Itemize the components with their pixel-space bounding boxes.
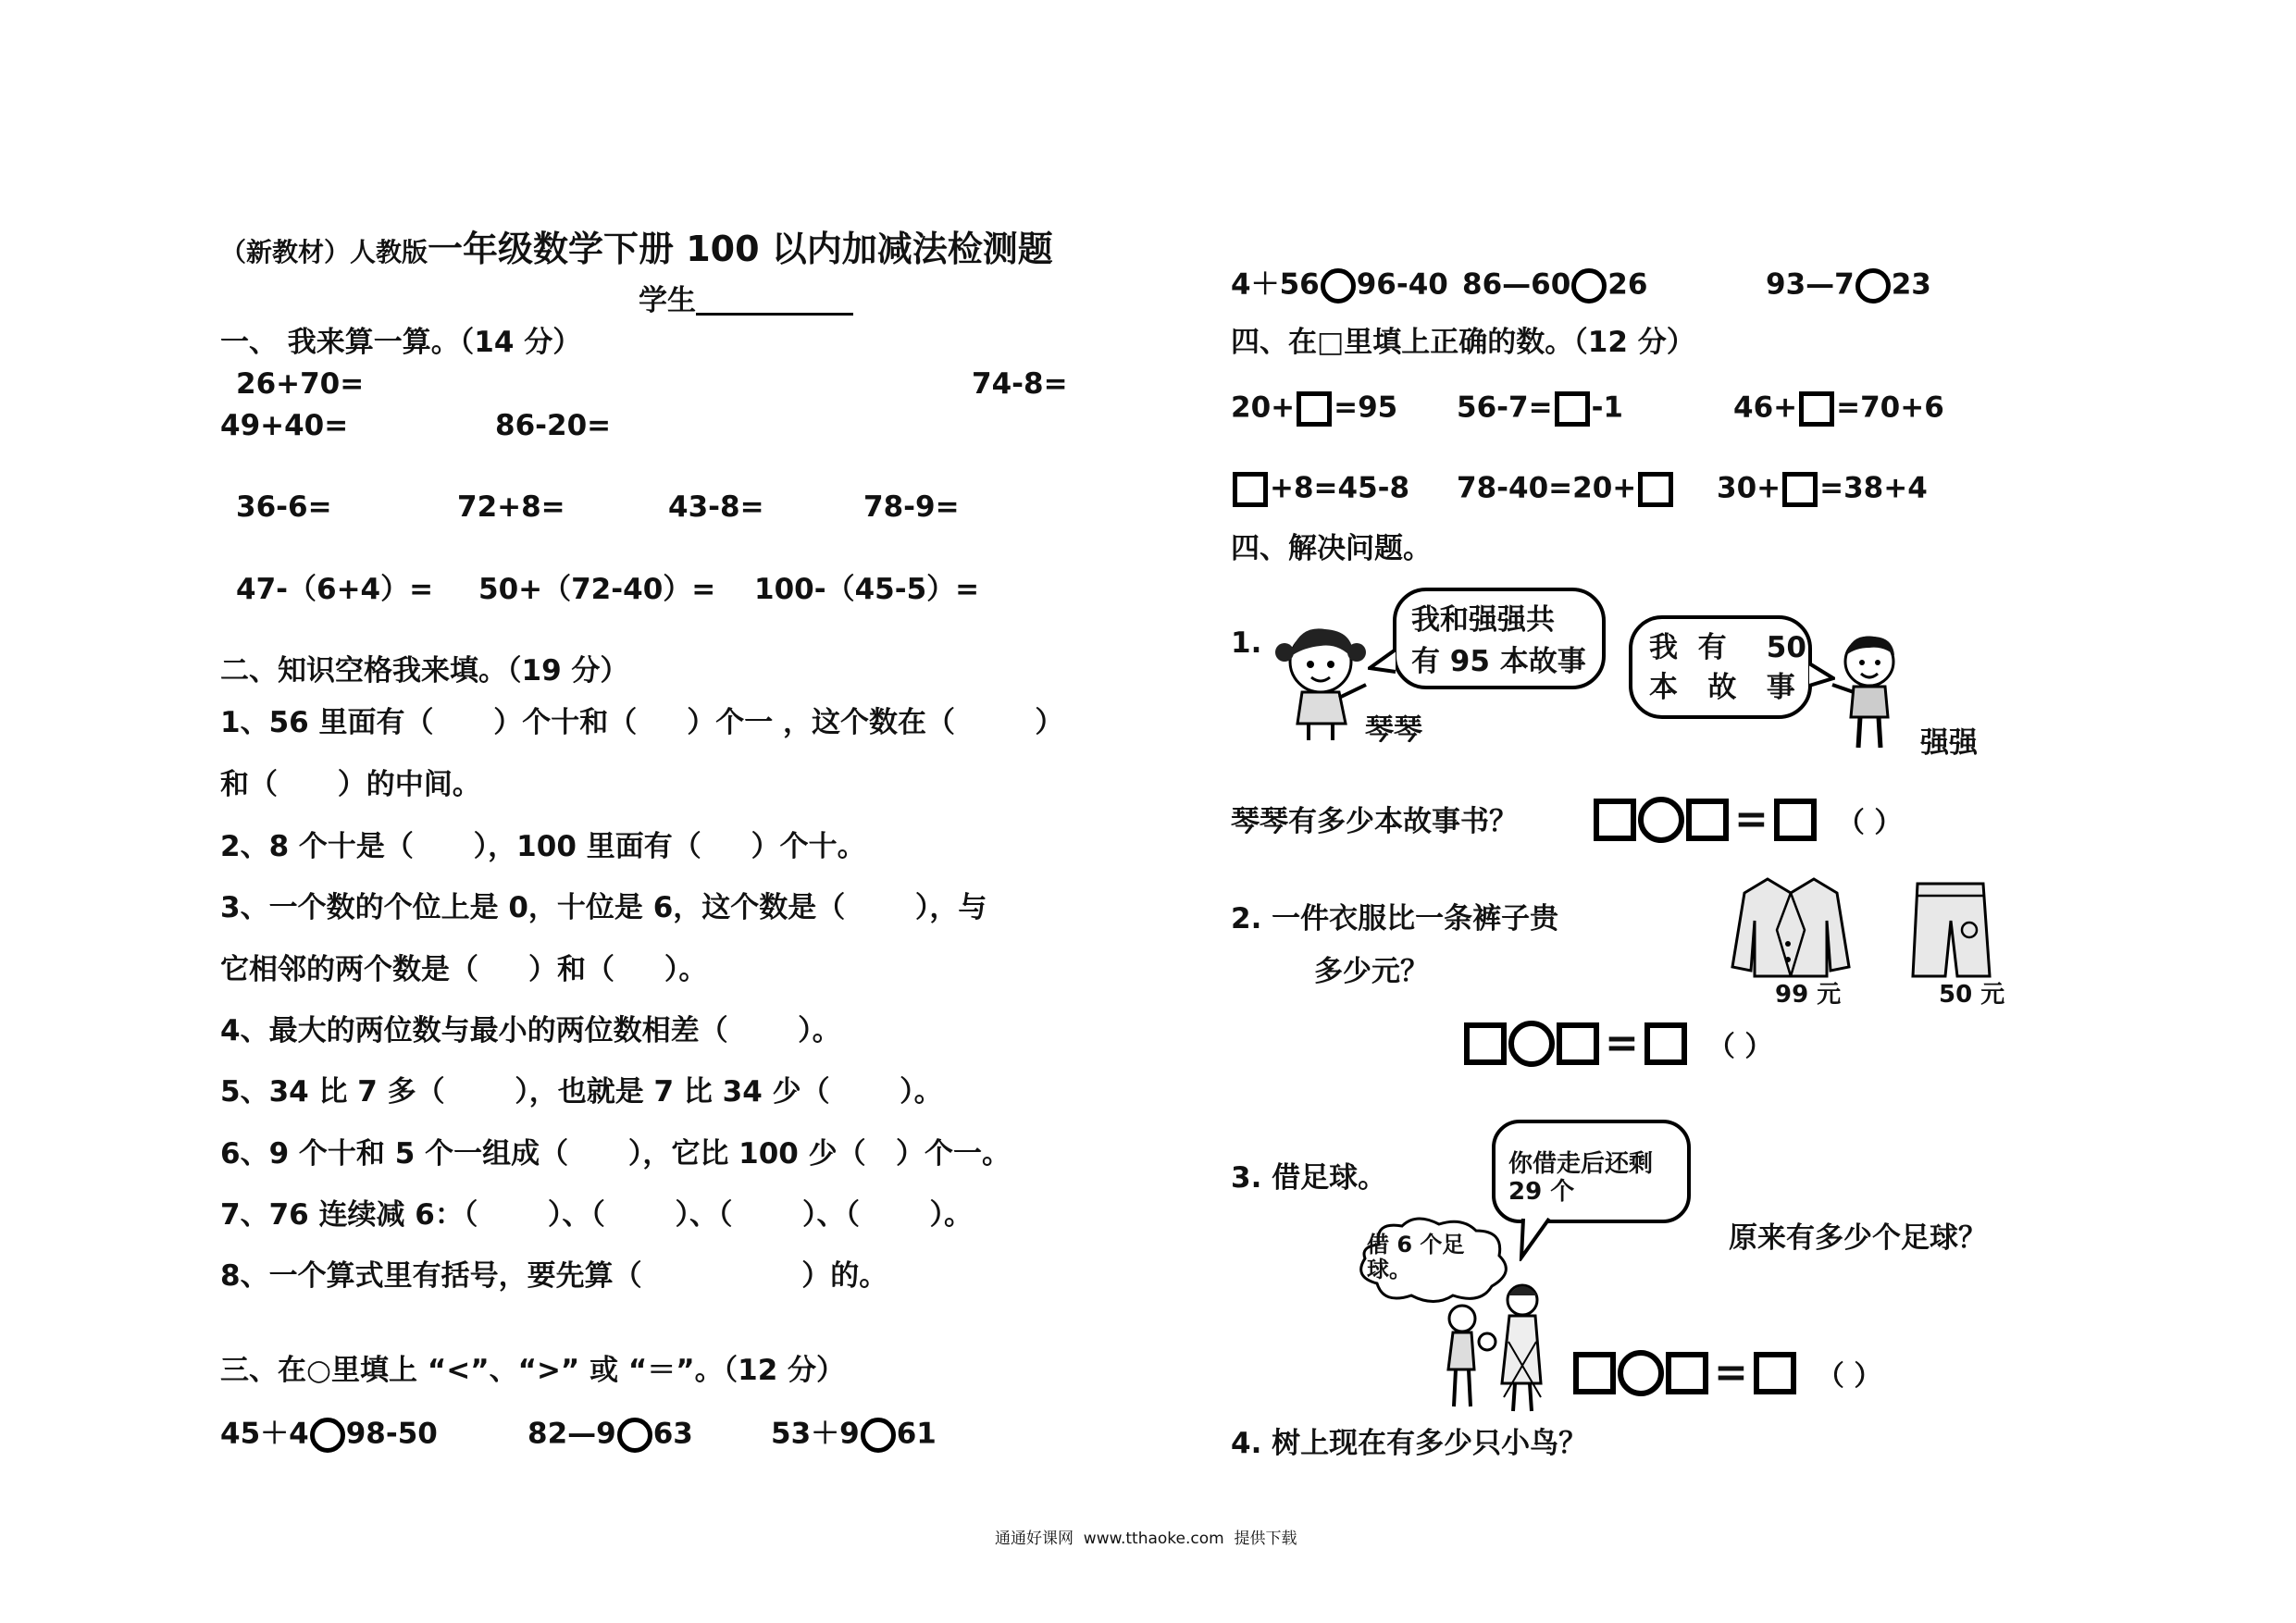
calc-item: 74-8= [972,367,1068,401]
boy-name: 强强 [1920,726,1978,760]
compare-circle[interactable] [1571,268,1607,304]
answer-box[interactable] [1686,799,1729,841]
q3-question: 原来有多少个足球？ [1729,1221,1987,1255]
calc-item: 78-9= [863,490,960,524]
bubble-text: 我和强强共 [1411,603,1555,637]
fill-box-item: +8=45-8 [1231,472,1409,507]
boy-illustration [1828,629,1911,754]
answer-box[interactable] [1666,1352,1708,1394]
fill-line: 1、56 里面有（ ）个十和（ ）个一 ，这个数在（ ） [220,706,1064,739]
compare-item: 93—7 23 [1766,268,1931,304]
document-title [220,220,1053,271]
fill-line: 它相邻的两个数是（ ）和（ ）。 [220,953,708,986]
girl-illustration [1270,620,1381,745]
operator-circle[interactable] [1638,797,1684,843]
answer-box[interactable] [1774,799,1817,841]
title-main: 一年级数学下册 100 以内加减法检测题 [428,229,1053,269]
operator-circle[interactable] [1508,1021,1555,1067]
answer-box[interactable] [1638,472,1673,507]
calc-item: 72+8= [457,490,565,524]
pants-price: 50 元 [1939,981,2005,1009]
unit-parenthesis: （ ） [1836,806,1903,839]
calc-item: 26+70= [236,367,365,401]
section4-heading: 四、在□里填上正确的数。（12 分） [1231,326,1695,359]
pants-illustration [1906,879,1994,981]
student-name-field [639,284,853,317]
bubble-text: 有 95 本故事 [1411,645,1586,678]
calc-item: 100-（45-5）= [754,573,980,606]
answer-box[interactable] [1573,1352,1616,1394]
section3-heading: 三、在○里填上 “<”、“>” 或 “＝”。（12 分） [220,1354,846,1387]
student-label: 学生 [639,284,696,317]
answer-box[interactable] [1799,391,1834,427]
girl-name: 琴琴 [1365,713,1422,747]
compare-item: 86—60 26 [1462,268,1647,304]
answer-box[interactable] [1782,472,1818,507]
q3-equation [1573,1349,1881,1396]
compare-item: 82—9 63 [527,1418,693,1453]
q4-text: 4. 树上现在有多少只小鸟？ [1231,1427,1588,1460]
answer-box[interactable] [1557,1022,1599,1065]
q1-question: 琴琴有多少本故事书？ [1231,805,1518,838]
section2-heading: 二、知识空格我来填。（19 分） [220,654,629,688]
unit-parenthesis: （ ） [1816,1359,1882,1393]
answer-box[interactable] [1754,1352,1796,1394]
answer-box[interactable] [1233,472,1268,507]
fill-line: 6、9 个十和 5 个一组成（ ），它比 100 少（ ）个一。 [220,1137,1011,1171]
calc-item: 36-6= [236,490,332,524]
answer-box[interactable] [1464,1022,1507,1065]
compare-circle[interactable] [617,1418,652,1453]
q1-equation [1594,796,1902,843]
fill-line: 3、一个数的个位上是 0，十位是 6，这个数是（ ），与 [220,891,987,924]
calc-item: 47-（6+4）= [236,573,434,606]
q2-equation [1464,1020,1772,1067]
section1-heading: 一、 我来算一算。（14 分） [220,326,582,359]
student-name-blank [696,287,853,316]
fill-line: 5、34 比 7 多（ ），也就是 7 比 34 少（ ）。 [220,1075,943,1109]
calc-item: 86-20= [495,409,612,442]
fill-box-item: 46+ =70+6 [1733,391,1944,427]
q2-text: 2. 一件衣服比一条裤子贵 [1231,902,1559,935]
fill-box-item: 20+ =95 [1231,391,1397,427]
fill-line: 2、8 个十是（ ），100 里面有（ ）个十。 [220,830,866,863]
fill-line: 7、76 连续减 6：（ ）、（ ）、（ ）、（ ）。 [220,1198,974,1232]
answer-box[interactable] [1555,391,1590,427]
calc-item: 43-8= [668,490,764,524]
bubble-text: 你借走后还剩 [1508,1150,1654,1178]
bubble-tail [1518,1217,1555,1261]
bubble-tail [1368,648,1397,675]
cloud-text: 球。 [1367,1257,1411,1282]
answer-box[interactable] [1297,391,1332,427]
bubble-text: 本 故 事 [1649,671,1795,704]
calc-item: 50+（72-40）= [478,573,716,606]
title-prefix: （新教材）人教版 [220,237,428,267]
q1-number: 1. [1231,626,1262,660]
operator-circle[interactable] [1618,1350,1664,1396]
footer-credit: 通通好课网 www.tthaoke.com 提供下载 [995,1530,1297,1548]
equals-sign: = [1714,1349,1748,1396]
bubble-text: 我 有 50 [1649,631,1806,664]
answer-box[interactable] [1644,1022,1687,1065]
bubble-text: 29 个 [1508,1178,1575,1206]
compare-circle[interactable] [861,1418,896,1453]
fill-line: 8、一个算式里有括号，要先算（ ）的。 [220,1259,888,1293]
jacket-illustration [1731,874,1851,981]
fill-line: 4、最大的两位数与最小的两位数相差（ ）。 [220,1014,841,1047]
fill-box-item: 30+ =38+4 [1717,472,1928,507]
cloud-text: 借 6 个足 [1367,1232,1465,1258]
fill-line: 和（ ）的中间。 [220,768,481,801]
compare-item: 45＋4 98-50 [220,1418,438,1453]
q3-text: 3. 借足球。 [1231,1161,1387,1195]
compare-circle[interactable] [1321,268,1356,304]
equals-sign: = [1605,1020,1639,1067]
calc-item: 49+40= [220,409,349,442]
section5-heading: 四、解决问题。 [1231,532,1432,565]
jacket-price: 99 元 [1775,981,1842,1009]
fill-box-item: 78-40=20+ [1457,472,1675,507]
unit-parenthesis: （ ） [1706,1030,1773,1063]
fill-box-item: 56-7= -1 [1457,391,1623,427]
answer-box[interactable] [1594,799,1636,841]
compare-circle[interactable] [310,1418,345,1453]
q2-text: 多少元？ [1314,955,1429,988]
compare-item: 53＋9 61 [771,1418,937,1453]
children-illustration [1430,1277,1555,1416]
compare-circle[interactable] [1855,268,1891,304]
compare-item: 4＋56 96-40 [1231,268,1448,304]
equals-sign: = [1734,796,1769,843]
